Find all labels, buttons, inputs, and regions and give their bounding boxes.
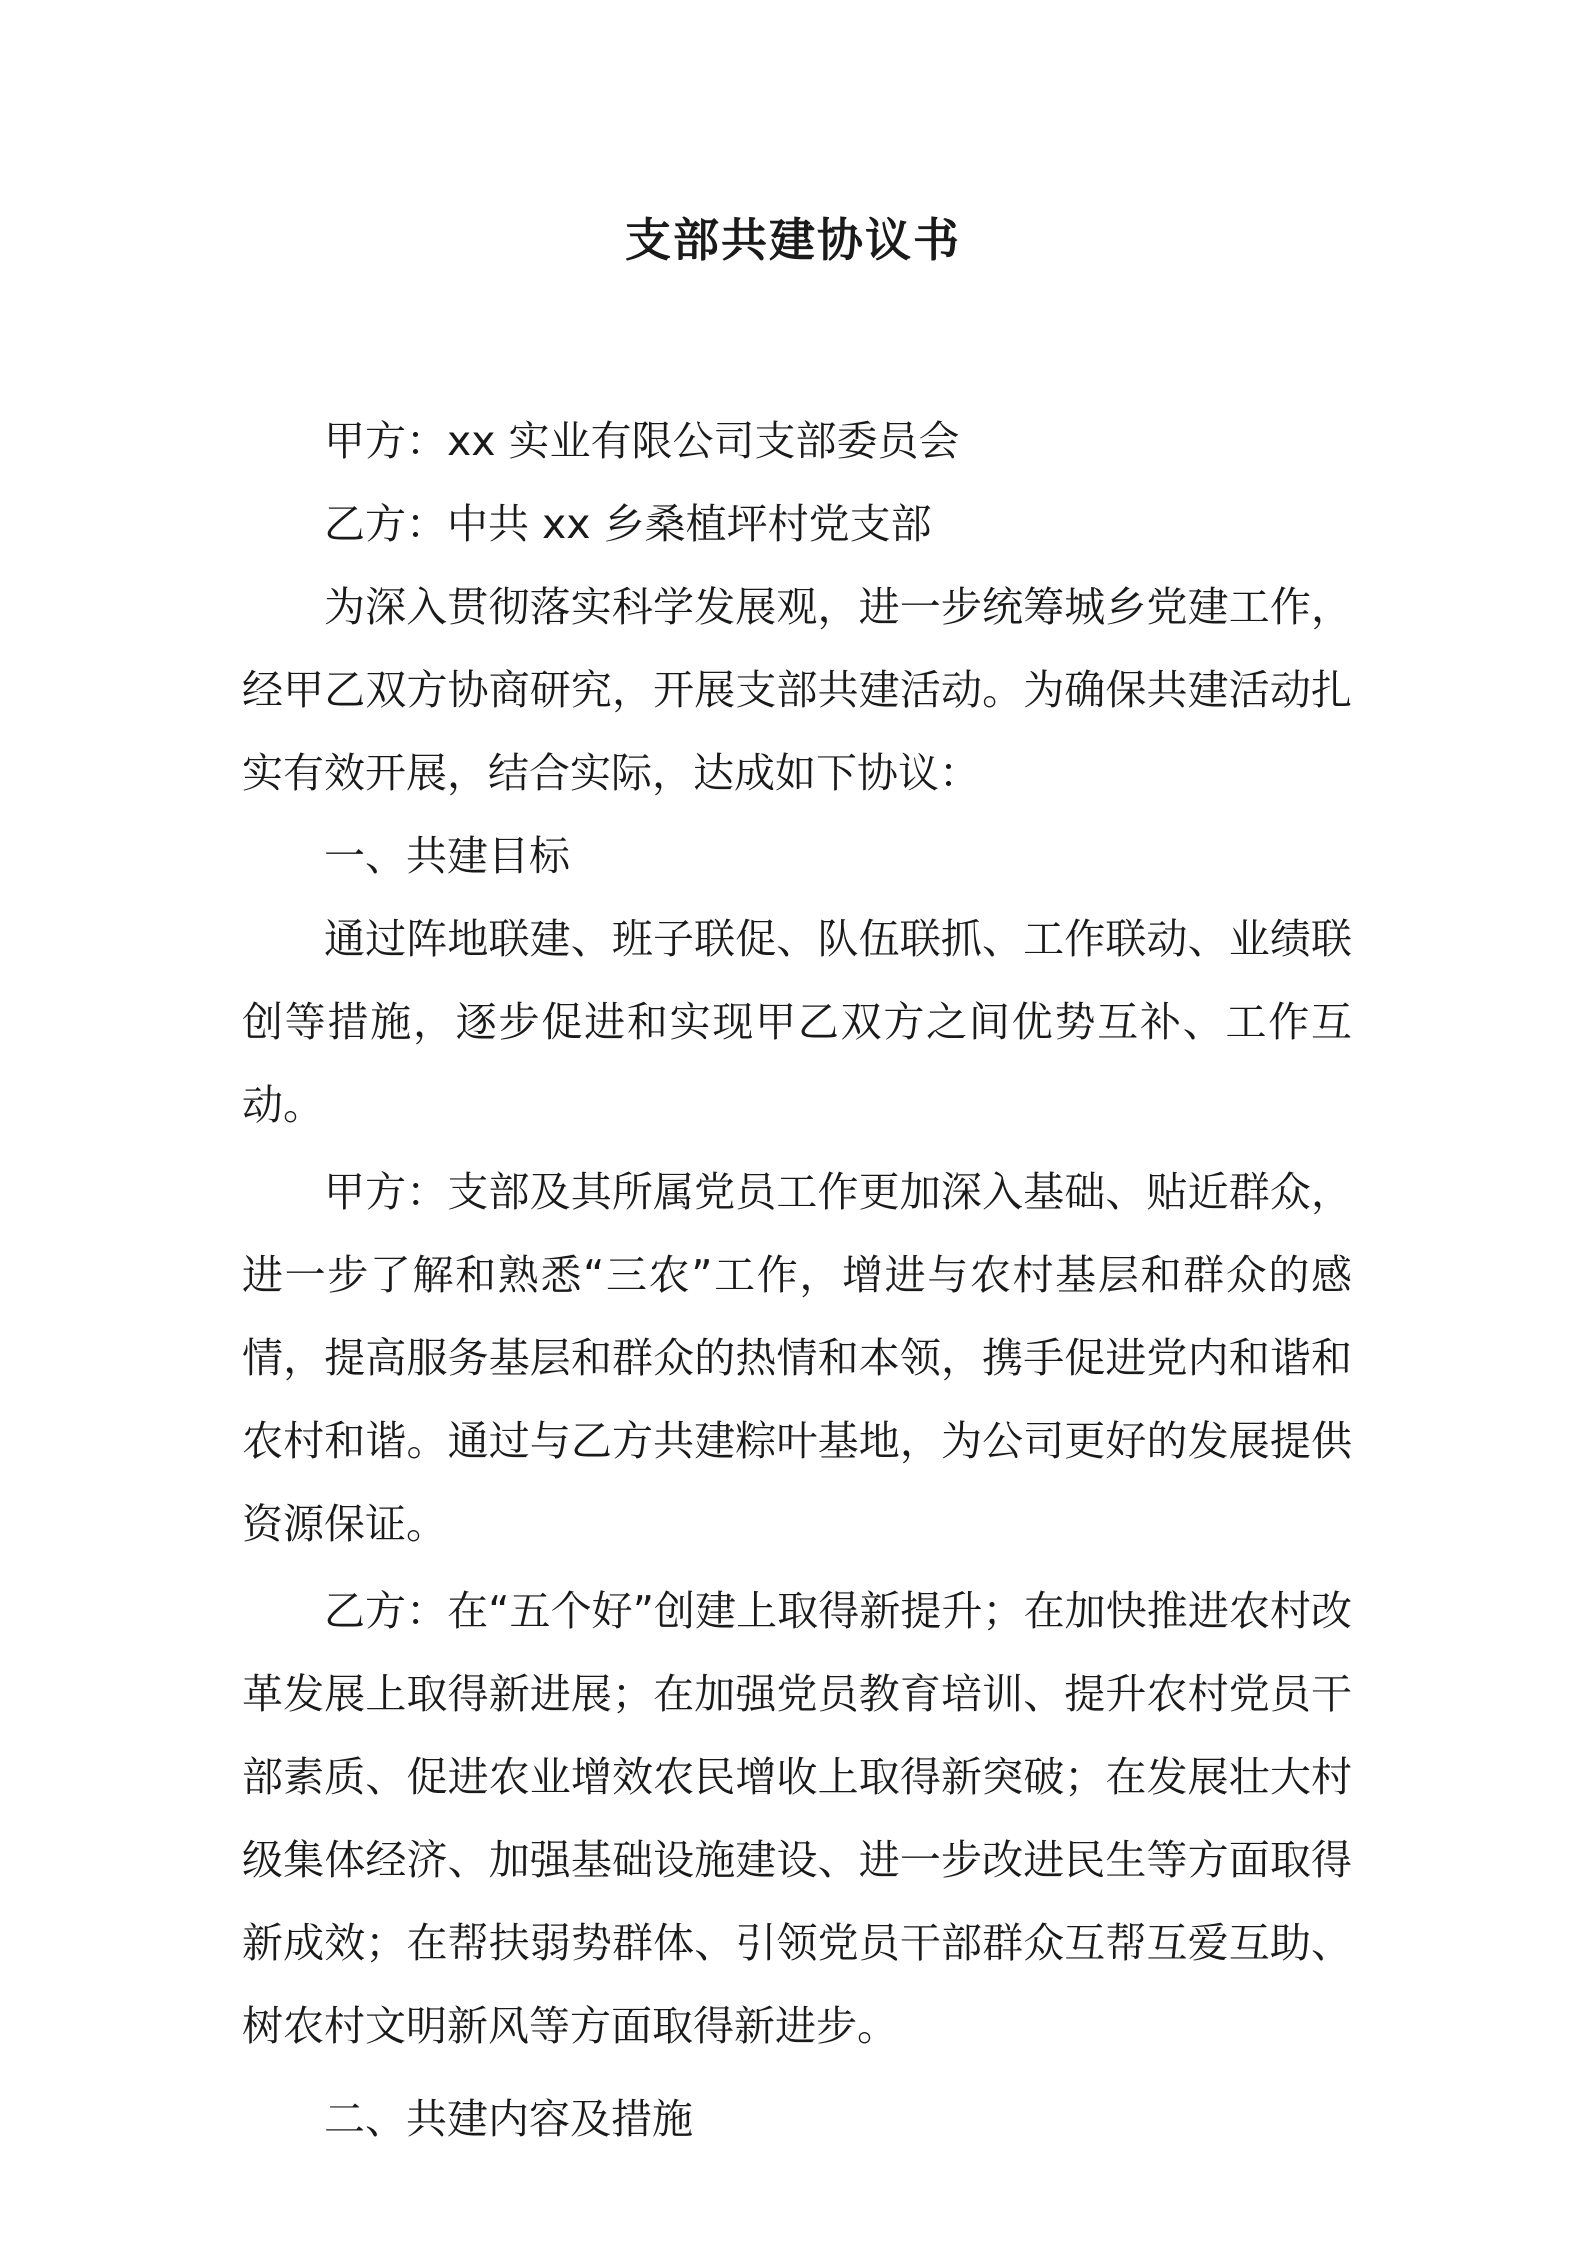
section-2-heading: 二、共建内容及措施 — [324, 2095, 693, 2143]
section-1-paragraph-1: 通过阵地联建、班子联促、队伍联抓、工作联动、业绩联创等措施，逐步促进和实现甲乙双方之间优势互补、工作互动。 — [242, 915, 1352, 1129]
document-body — [242, 400, 1352, 2161]
party-a-line: 甲方：xx 实业有限公司支部委员会 — [324, 417, 960, 465]
section-1-heading: 一、共建目标 — [324, 832, 570, 880]
intro-paragraph: 为深入贯彻落实科学发展观，进一步统筹城乡党建工作，经甲乙双方协商研究，开展支部共建活动。为确保共建活动扎实有效开展，结合实际，达成如下协议： — [242, 583, 1352, 797]
section-1-paragraph-party-b: 乙方：在“五个好”创建上取得新提升；在加快推进农村改革发展上取得新进展；在加强党员教育培训、提升农村党员干部素质、促进农业增效农民增收上取得新突破；在发展壮大村级集体经济、加强基础设施建设、进一步改进民生等方面取得新成效；在帮扶弱势群体、引领党员干部群众互帮互爱互助、树农村文明新风等方面取得新进步。 — [242, 1587, 1352, 2050]
section-1-paragraph-party-a: 甲方：支部及其所属党员工作更加深入基础、贴近群众，进一步了解和熟悉“三农”工作，增进与农村基层和群众的感情，提高服务基层和群众的热情和本领，携手促进党内和谐和农村和谐。通过与乙方共建粽叶基地，为公司更好的发展提供资源保证。 — [242, 1168, 1352, 1548]
document-title: 支部共建协议书 — [625, 213, 961, 267]
party-b-line: 乙方：中共 xx 乡桑植坪村党支部 — [324, 500, 932, 548]
